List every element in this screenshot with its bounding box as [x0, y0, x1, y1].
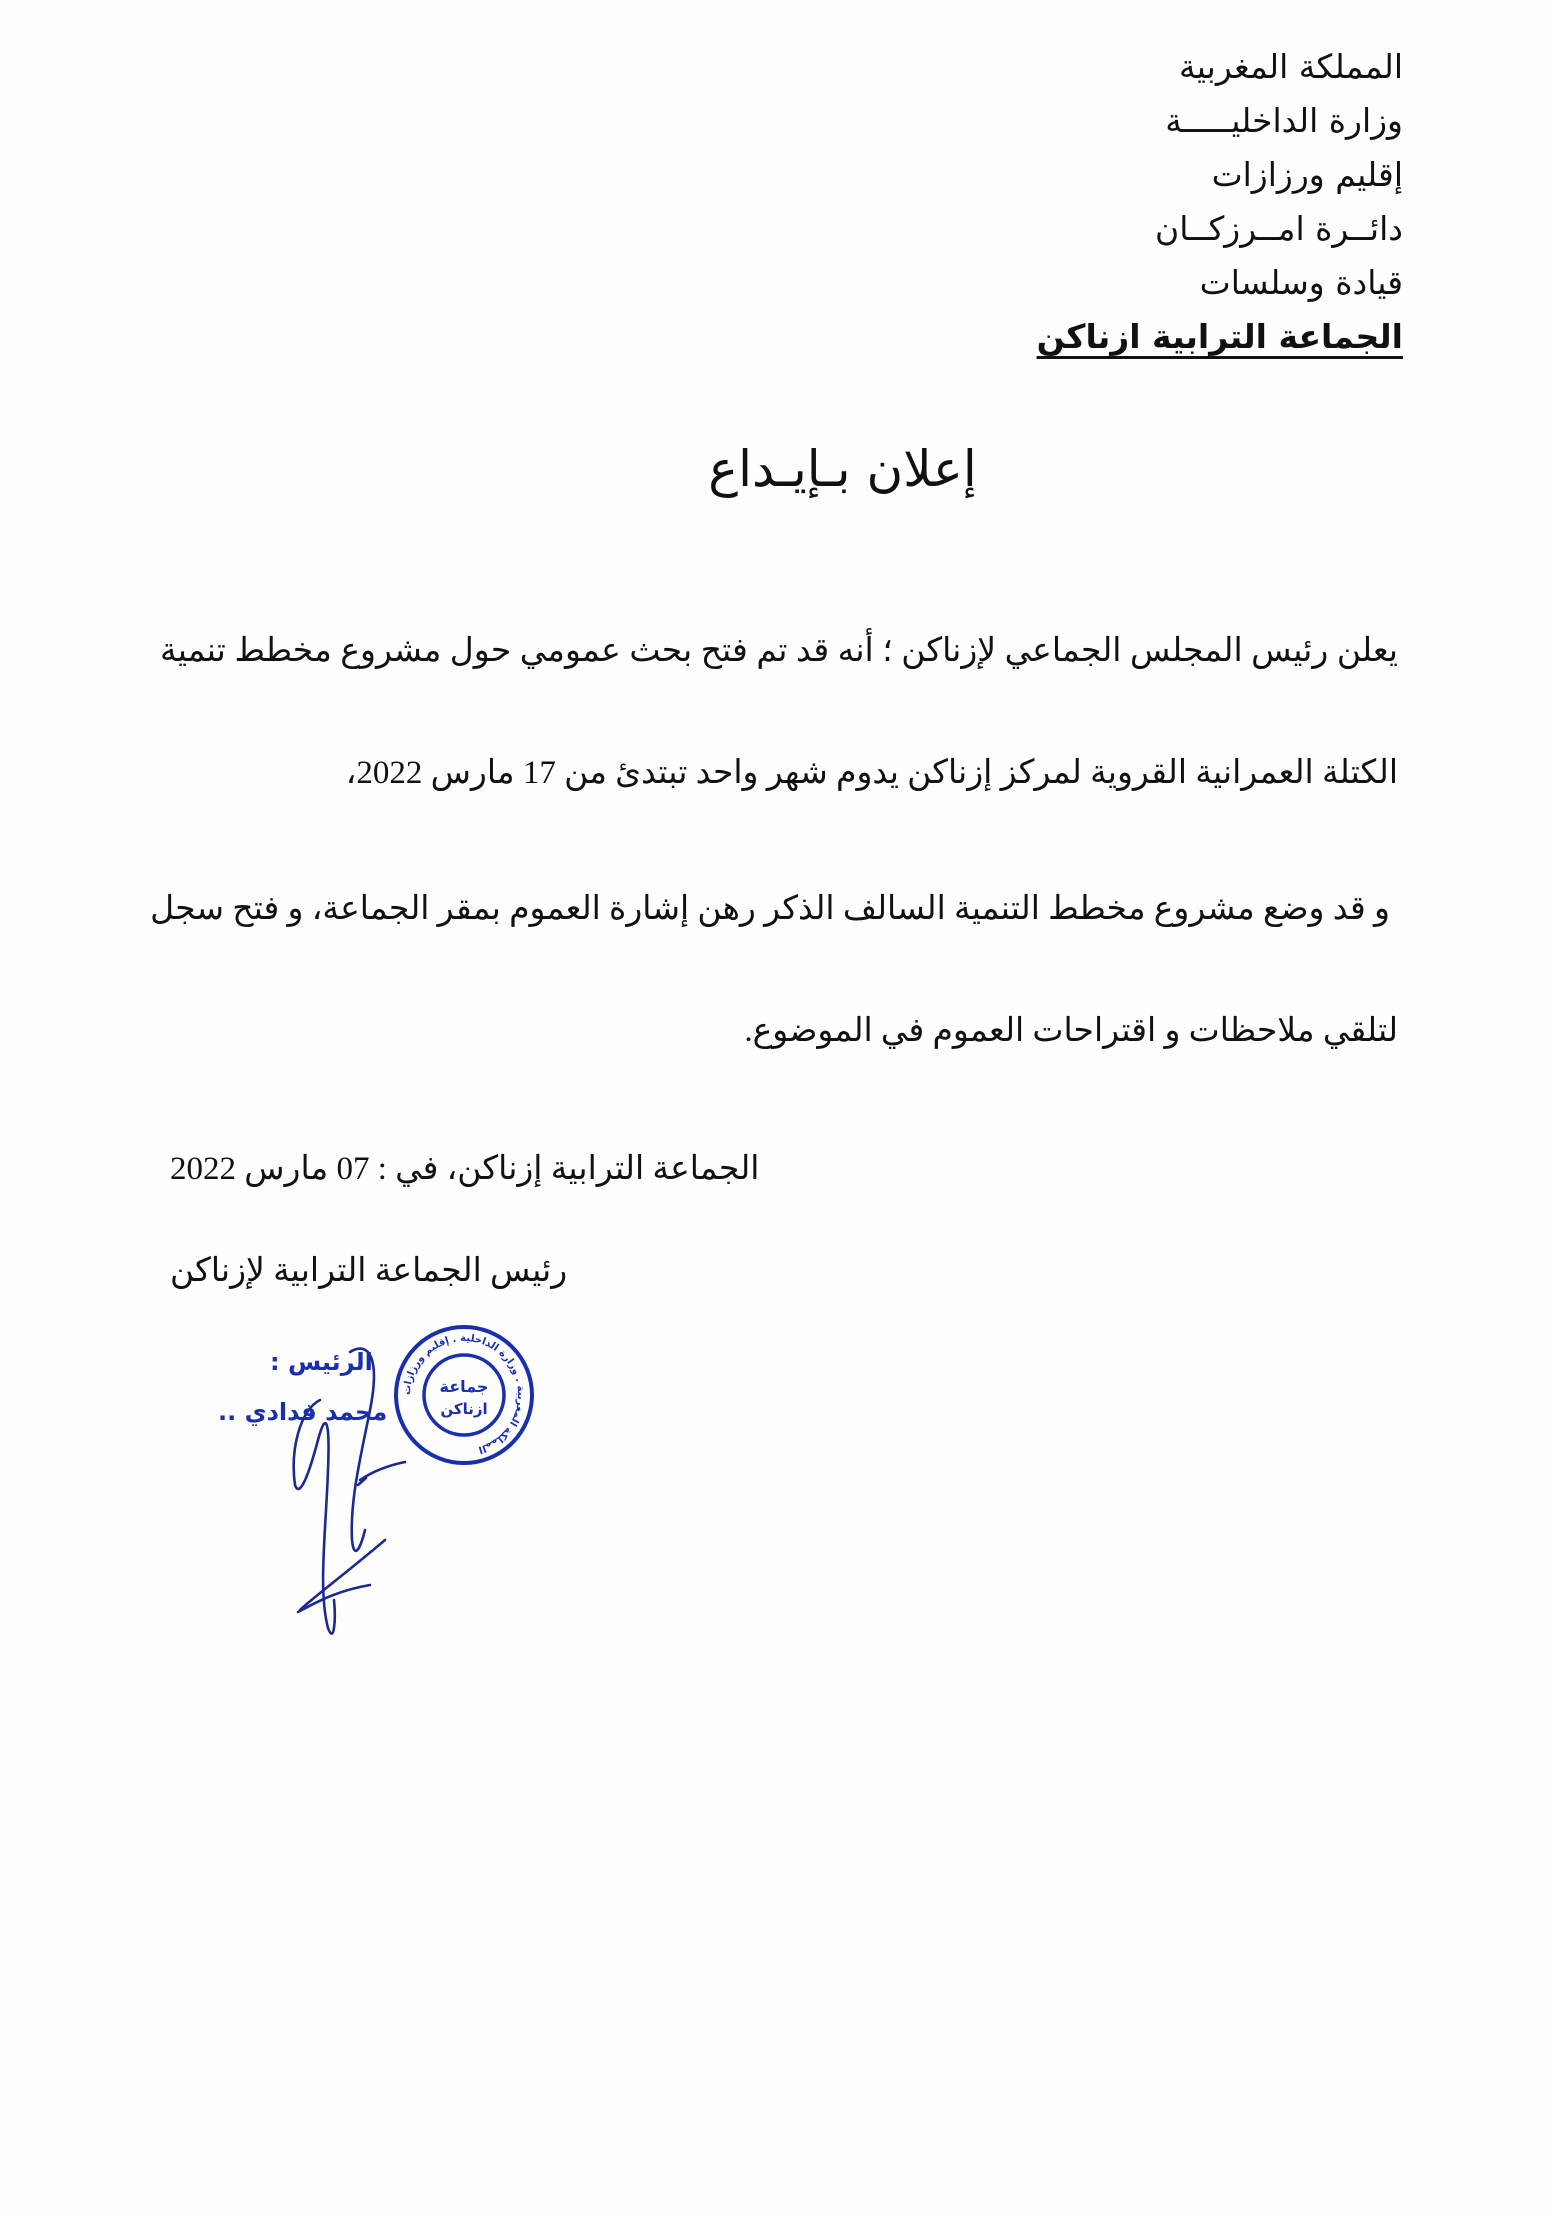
paragraph-2-line-2: لتلقي ملاحظات و اقتراحات العموم في الموضوع. — [744, 1013, 1398, 1049]
place-and-date: الجماعة الترابية إزناكن، في : 07 مارس 2022 — [170, 1151, 760, 1187]
letterhead-kingdom: المملكة المغربية — [1179, 47, 1403, 86]
seal-center-top: جماعة — [439, 1377, 489, 1396]
paragraph-1-line-1: يعلن رئيس المجلس الجماعي لإزناكن ؛ أنه قد تم فتح بحث عمومي حول مشروع مخطط تنمية — [160, 633, 1398, 669]
letterhead-province: إقليم ورزازات — [1211, 155, 1403, 194]
letterhead-caidat: قيادة وسلسات — [1199, 263, 1403, 302]
seal-center-bottom: ازناكن — [440, 1400, 488, 1418]
signature-stamp-graphic — [200, 1300, 600, 1660]
letterhead — [987, 40, 1403, 364]
letterhead-ministry: وزارة الداخليـــــة — [1165, 101, 1403, 140]
official-seal-icon — [396, 1327, 532, 1463]
paragraph-1-line-2: الكتلة العمرانية القروية لمركز إزناكن يدوم شهر واحد تبتدئ من 17 مارس 2022، — [345, 755, 1398, 791]
stamp-president-name: محمد فدادي .. — [218, 1398, 388, 1426]
signatory-title: رئيس الجماعة الترابية لإزناكن — [170, 1253, 568, 1289]
document-title: إعلان بـإيـداع — [708, 440, 977, 498]
seal-ring-text: المملكة المغربية . وزارة الداخلية . إقليم ورزازات — [401, 1332, 527, 1455]
letterhead-commune: الجماعة الترابية ازناكن — [1036, 317, 1403, 356]
signature-block — [200, 1300, 600, 1660]
letterhead-circle: دائــرة امــرزكــان — [1154, 209, 1403, 248]
handwritten-signature-icon — [294, 1349, 405, 1634]
paragraph-2-line-1: و قد وضع مشروع مخطط التنمية السالف الذكر رهن إشارة العموم بمقر الجماعة، و فتح سجل — [150, 891, 1390, 927]
stamp-president-label: الرئيس : — [270, 1348, 373, 1376]
